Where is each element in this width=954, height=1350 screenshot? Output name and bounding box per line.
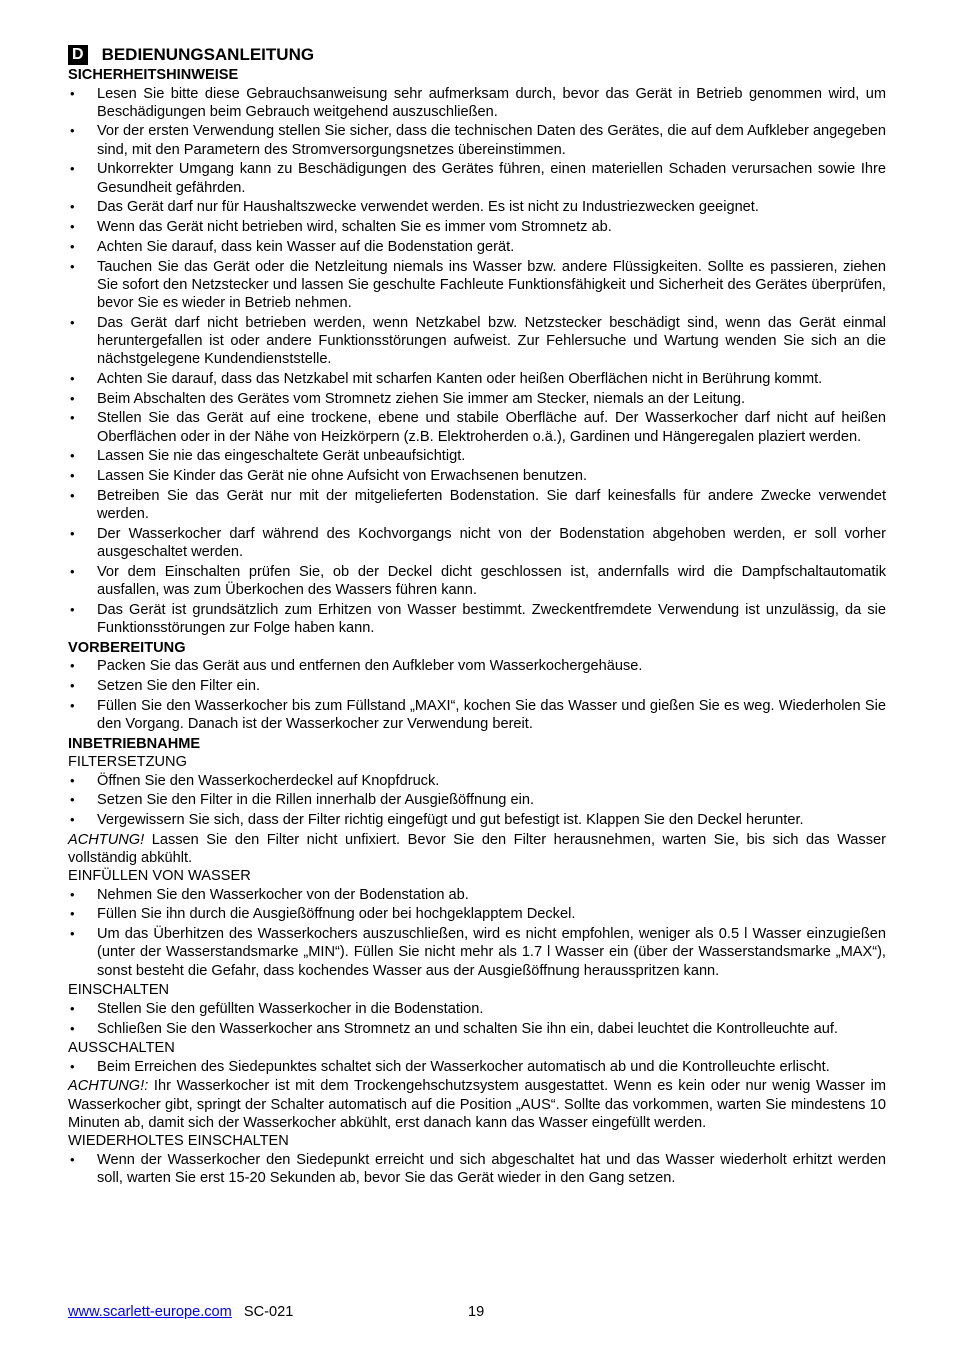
list-item: • Setzen Sie den Filter in die Rillen innerhalb der Ausgießöffnung ein. [68, 791, 886, 809]
list-item: • Stellen Sie den gefüllten Wasserkocher in die Bodenstation. [68, 1000, 886, 1018]
list-item: • Vergewissern Sie sich, dass der Filter richtig eingefügt und gut befestigt ist. Klappen Sie den Deckel herunter. [68, 811, 886, 829]
list-item: • Lassen Sie Kinder das Gerät nie ohne Aufsicht von Erwachsenen benutzen. [68, 467, 886, 485]
warning-label: ACHTUNG! [68, 831, 145, 848]
list-item: • Lesen Sie bitte diese Gebrauchsanweisung sehr aufmerksam durch, bevor das Gerät in Betrieb genommen wird, um Beschädigungen beim Gebrauch weitgehend auszuschließen. [68, 85, 886, 122]
list-item: • Der Wasserkocher darf während des Kochvorgangs nicht von der Bodenstation abgehoben werden, er soll vorher ausgeschaltet werden. [68, 525, 886, 562]
switch-on-list [68, 1000, 886, 1038]
list-item: • Das Gerät ist grundsätzlich zum Erhitzen von Wasser bestimmt. Zweckentfremdete Verwendung ist unzulässig, da sie Funktionsstörungen zur Folge haben kann. [68, 601, 886, 638]
language-badge: D [68, 45, 88, 65]
section-heading-preparation: VORBEREITUNG [68, 639, 186, 656]
list-item: • Das Gerät darf nur für Haushaltszwecke verwendet werden. Es ist nicht zu Industriezwecken geeignet. [68, 198, 886, 216]
page-title: BEDIENUNGSANLEITUNG [101, 45, 315, 64]
manual-page [68, 44, 886, 1189]
subheading-filling: EINFÜLLEN VON WASSER [68, 868, 251, 885]
restart-list [68, 1151, 886, 1188]
warning-text: Ihr Wasserkocher ist mit dem Trockengehschutzsystem ausgestattet. Wenn es kein oder nur wenig Wasser im Wasserkocher gibt, springt der Schalter automatisch auf die Position „AUS“. Sollte das vorkommen, warten Sie mindestens 10 Minuten ab, damit sich der Wasserkocher abkühlt, erst danach kann das Wasser eingefüllt werden. [68, 1078, 886, 1132]
list-item: • Öffnen Sie den Wasserkocherdeckel auf Knopfdruck. [68, 772, 886, 790]
list-item: • Stellen Sie das Gerät auf eine trockene, ebene und stabile Oberfläche auf. Der Wasserkocher darf nicht auf heißen Oberflächen oder in der Nähe von Heizkörpern (z.B. Elektroherden o.ä.), Gardinen und Hängeregalen plaziert werden. [68, 409, 886, 446]
list-item: • Packen Sie das Gerät aus und entfernen den Aufkleber vom Wasserkochergehäuse. [68, 657, 886, 675]
safety-list [68, 85, 886, 638]
list-item: • Achten Sie darauf, dass kein Wasser auf die Bodenstation gerät. [68, 238, 886, 256]
website-link[interactable]: www.scarlett-europe.com [68, 1304, 232, 1320]
page-footer [68, 1304, 886, 1324]
list-item: • Wenn das Gerät nicht betrieben wird, schalten Sie es immer vom Stromnetz ab. [68, 218, 886, 236]
list-item: • Füllen Sie den Wasserkocher bis zum Füllstand „MAXI“, kochen Sie das Wasser und gießen Sie es weg. Wiederholen Sie den Vorgang. Danach ist der Wasserkocher zur Verwendung bereit. [68, 697, 886, 734]
list-item: • Füllen Sie ihn durch die Ausgießöffnung oder bei hochgeklapptem Deckel. [68, 905, 886, 923]
list-item: • Das Gerät darf nicht betrieben werden, wenn Netzkabel bzw. Netzstecker beschädigt sind, wenn das Gerät einmal heruntergefallen ist oder andere Funktionsstörungen aufweist. Zur Fehlersuche und Wartung wenden Sie sich an die nächstgelegene Kundendienststelle. [68, 314, 886, 369]
subheading-switch-off: AUSSCHALTEN [68, 1040, 175, 1057]
section-heading-operation: INBETRIEBNAHME [68, 735, 201, 752]
list-item: • Vor der ersten Verwendung stellen Sie sicher, dass die technischen Daten des Gerätes, die auf dem Aufkleber angegeben sind, mit den Parametern des Stromversorgungsnetzes übereinstimmen. [68, 122, 886, 159]
model-number: SC-021 [243, 1304, 294, 1320]
preparation-list [68, 657, 886, 733]
list-item: • Setzen Sie den Filter ein. [68, 677, 886, 695]
list-item: • Beim Erreichen des Siedepunktes schaltet sich der Wasserkocher automatisch ab und die Kontrolleuchte erlischt. [68, 1058, 886, 1076]
warning-text: Lassen Sie den Filter nicht unfixiert. Bevor Sie den Filter herausnehmen, warten Sie, bis sich das Wasser vollständig abkühlt. [68, 831, 886, 866]
filter-warning [68, 831, 886, 868]
list-item: • Wenn der Wasserkocher den Siedepunkt erreicht und sich abgeschaltet hat und das Wasser wiederholt erhitzt werden soll, warten Sie erst 15-20 Sekunden ab, bevor Sie das Gerät wieder in den Gang setzen. [68, 1151, 886, 1188]
subheading-switch-on: EINSCHALTEN [68, 982, 170, 999]
switch-off-warning [68, 1077, 886, 1132]
list-item: • Um das Überhitzen des Wasserkochers auszuschließen, wird es nicht empfohlen, weniger als 0.5 l Wasser einzugießen (unter der Wasserstandsmarke „MIN“). Füllen Sie nicht mehr als 1.7 l Wasser ein (über der Wasserstandsmarke „MAX“), sonst besteht die Gefahr, dass kochendes Wasser aus der Ausgießöffnung herausspritzen kann. [68, 925, 886, 980]
list-item: • Tauchen Sie das Gerät oder die Netzleitung niemals ins Wasser bzw. andere Flüssigkeiten. Sollte es passieren, ziehen Sie sofort den Netzstecker und lassen Sie geschulte Fachleute Funktionsfähigkeit und Sicherheit des Gerätes überprüfen, bevor Sie es wieder in Betrieb nehmen. [68, 258, 886, 313]
list-item: • Betreiben Sie das Gerät nur mit der mitgelieferten Bodenstation. Sie darf keinesfalls für andere Zwecke verwendet werden. [68, 487, 886, 524]
title-row [68, 44, 886, 66]
filling-list [68, 886, 886, 980]
filter-list [68, 772, 886, 830]
list-item: • Vor dem Einschalten prüfen Sie, ob der Deckel dicht geschlossen ist, andernfalls wird die Dampfschaltautomatik ausfallen, was zum Überkochen des Wassers führen kann. [68, 563, 886, 600]
list-item: • Nehmen Sie den Wasserkocher von der Bodenstation ab. [68, 886, 886, 904]
subheading-filter: FILTERSETZUNG [68, 754, 187, 771]
list-item: • Beim Abschalten des Gerätes vom Stromnetz ziehen Sie immer am Stecker, niemals an der Leitung. [68, 390, 886, 408]
list-item: • Achten Sie darauf, dass das Netzkabel mit scharfen Kanten oder heißen Oberflächen nicht in Berührung kommt. [68, 370, 886, 388]
subheading-restart: WIEDERHOLTES EINSCHALTEN [68, 1133, 289, 1150]
warning-label: ACHTUNG!: [68, 1078, 149, 1095]
list-item: • Unkorrekter Umgang kann zu Beschädigungen des Gerätes führen, einen materiellen Schaden verursachen sowie Ihre Gesundheit gefährden. [68, 160, 886, 197]
list-item: • Schließen Sie den Wasserkocher ans Stromnetz an und schalten Sie ihn ein, dabei leuchtet die Kontrolleuchte auf. [68, 1020, 886, 1038]
list-item: • Lassen Sie nie das eingeschaltete Gerät unbeaufsichtigt. [68, 447, 886, 465]
page-number: 19 [468, 1304, 485, 1320]
section-heading-safety: SICHERHEITSHINWEISE [68, 67, 239, 83]
switch-off-list [68, 1058, 886, 1076]
